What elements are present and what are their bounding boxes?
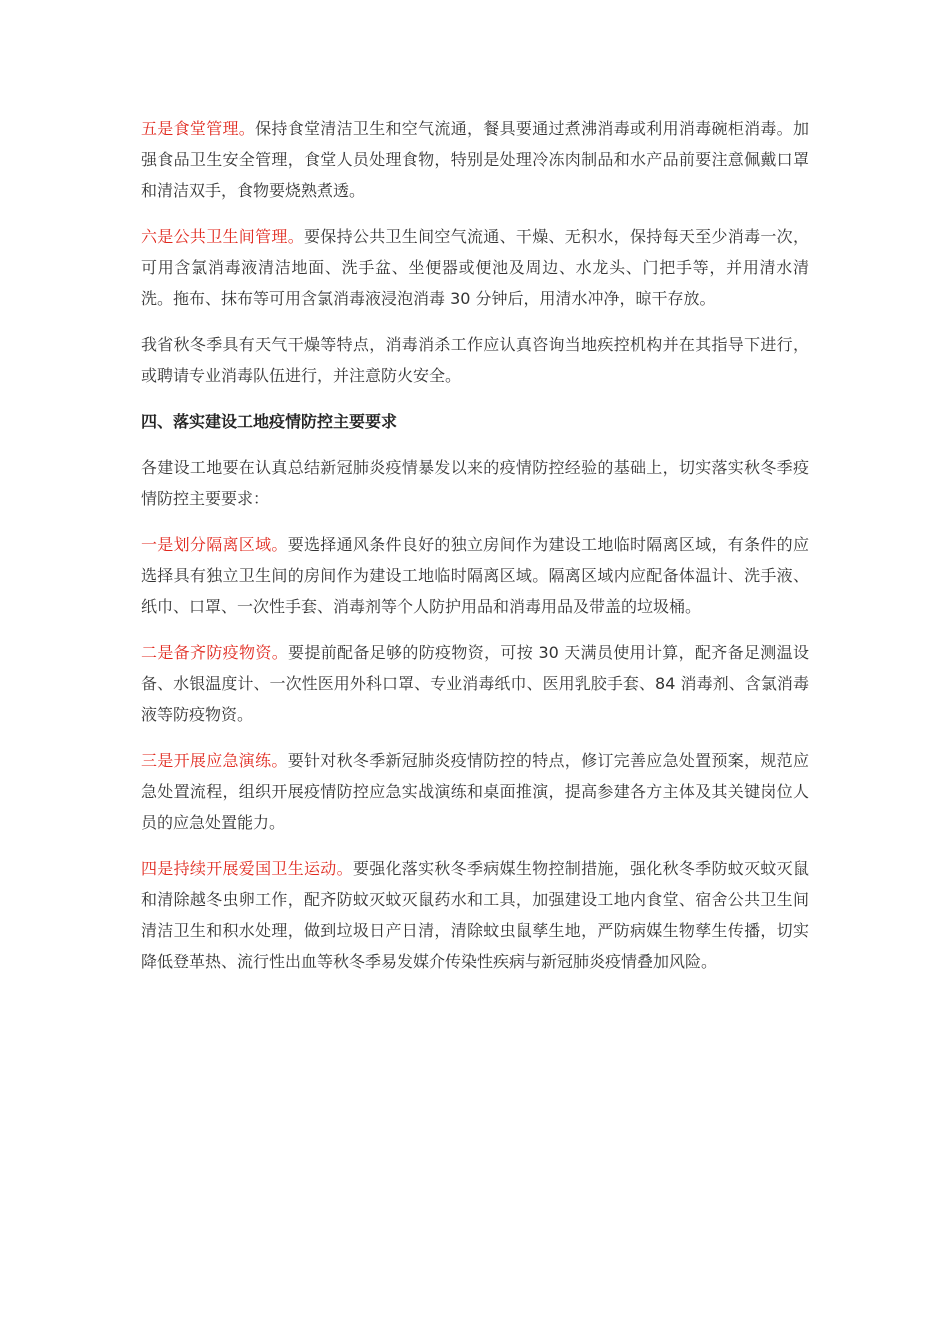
- section-heading: 四、落实建设工地疫情防控主要要求: [141, 412, 398, 431]
- paragraph-note: 我省秋冬季具有天气干燥等特点，消毒消杀工作应认真咨询当地疾控机构并在其指导下进行，或聘请专业消毒队伍进行，并注意防火安全。: [141, 335, 809, 385]
- paragraph-intro: 各建设工地要在认真总结新冠肺炎疫情暴发以来的疫情防控经验的基础上，切实落实秋冬季疫情防控主要要求：: [141, 458, 809, 508]
- paragraph-text: 要选择通风条件良好的独立房间作为建设工地临时隔离区域，有条件的应选择具有独立卫生间的房间作为建设工地临时隔离区域。隔离区域内应配备体温计、洗手液、纸巾、口罩、一次性手套、消毒剂等个人防护用品和消毒用品及带盖的垃圾桶。: [141, 535, 809, 616]
- paragraph-text: 要针对秋冬季新冠肺炎疫情防控的特点，修订完善应急处置预案，规范应急处置流程，组织开展疫情防控应急实战演练和桌面推演，提高参建各方主体及其关键岗位人员的应急处置能力。: [141, 751, 809, 832]
- paragraph-text: 要提前配备足够的防疫物资，可按 30 天满员使用计算，配齐备足测温设备、水银温度计、一次性医用外科口罩、专业消毒纸巾、医用乳胶手套、84 消毒剂、含氯消毒液等防疫物资。: [141, 643, 809, 724]
- paragraph-lead: 六是公共卫生间管理。: [141, 227, 304, 246]
- paragraph-isolation-area: [141, 529, 809, 622]
- paragraph-lead: 二是备齐防疫物资。: [141, 643, 289, 662]
- paragraph-canteen-management: [141, 113, 809, 206]
- document-body: [141, 113, 809, 992]
- paragraph-lead: 三是开展应急演练。: [141, 751, 288, 770]
- paragraph-restroom-management: [141, 221, 809, 314]
- paragraph-text: 要强化落实秋冬季病媒生物控制措施，强化秋冬季防蚊灭蚊灭鼠和清除越冬虫卵工作，配齐防蚊灭蚊灭鼠药水和工具，加强建设工地内食堂、宿舍公共卫生间清洁卫生和积水处理，做到垃圾日产日清，清除蚊虫鼠孳生地，严防病媒生物孳生传播，切实降低登革热、流行性出血等秋冬季易发媒介传染性疾病与新冠肺炎疫情叠加风险。: [141, 859, 809, 971]
- paragraph-lead: 五是食堂管理。: [141, 119, 256, 138]
- paragraph-text: 保持食堂清洁卫生和空气流通，餐具要通过煮沸消毒或利用消毒碗柜消毒。加强食品卫生安全管理，食堂人员处理食物，特别是处理冷冻肉制品和水产品前要注意佩戴口罩和清洁双手，食物要烧熟煮透。: [141, 119, 809, 200]
- paragraph-emergency-drill: [141, 745, 809, 838]
- paragraph-supplies: [141, 637, 809, 730]
- paragraph-text: 要保持公共卫生间空气流通、干燥、无积水，保持每天至少消毒一次，可用含氯消毒液清洁地面、洗手盆、坐便器或便池及周边、水龙头、门把手等，并用清水清洗。拖布、抹布等可用含氯消毒液浸泡消毒 30 分钟后，用清水冲净，晾干存放。: [141, 227, 809, 308]
- paragraph-lead: 一是划分隔离区域。: [141, 535, 288, 554]
- paragraph-sanitation-campaign: [141, 853, 809, 977]
- paragraph-lead: 四是持续开展爱国卫生运动。: [141, 859, 353, 878]
